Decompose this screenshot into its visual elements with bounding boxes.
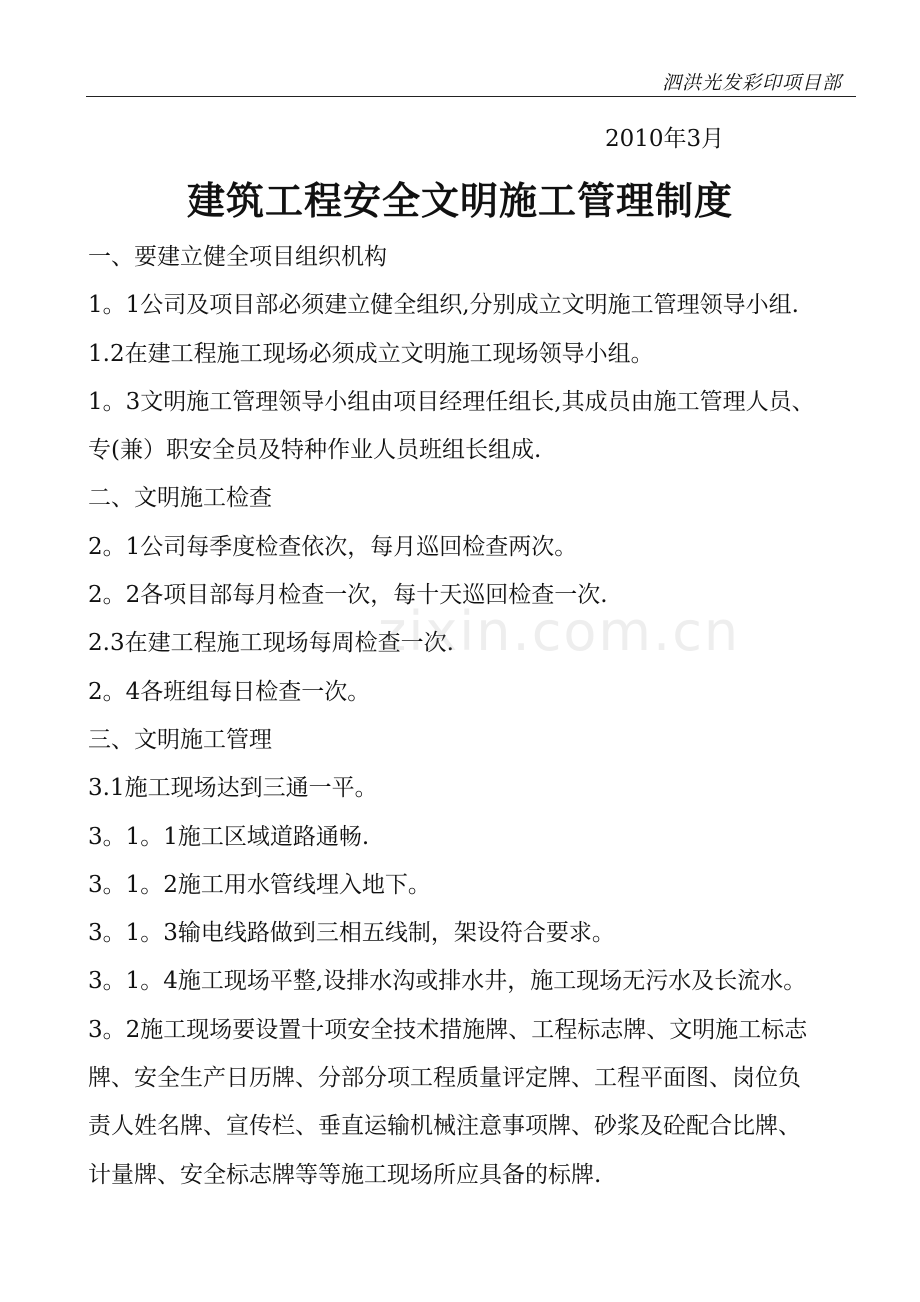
- body-line: 专(兼）职安全员及特种作业人员班组长组成.: [88, 437, 542, 464]
- body-line: 三、文明施工管理: [88, 726, 272, 753]
- header-project-name: 泗洪光发彩印项目部: [661, 72, 842, 94]
- document-date: 2010年3月: [605, 126, 725, 152]
- body-line: 2。4各班组每日检查一次。: [88, 678, 371, 705]
- body-line: 1。3文明施工管理领导小组由项目经理任组长,其成员由施工管理人员、: [88, 388, 815, 415]
- body-line: 3.1施工现场达到三通一平。: [88, 775, 378, 802]
- body-line: 2。1公司每季度检查依次，每月巡回检查两次。: [88, 533, 578, 560]
- body-line: 1.2在建工程施工现场必须成立文明施工现场领导小组。: [88, 340, 654, 367]
- body-line: 1。1公司及项目部必须建立健全组织,分别成立文明施工管理领导小组.: [88, 292, 799, 319]
- watermark: zixin.com.cn: [378, 600, 741, 663]
- body-line: 计量牌、安全标志牌等等施工现场所应具备的标牌.: [88, 1161, 602, 1188]
- body-line: 牌、安全生产日历牌、分部分项工程质量评定牌、工程平面图、岗位负: [88, 1065, 801, 1092]
- body-line: 责人姓名牌、宣传栏、垂直运输机械注意事项牌、砂浆及砼配合比牌、: [88, 1113, 801, 1140]
- body-line: 3。1。4施工现场平整,设排水沟或排水井，施工现场无污水及长流水。: [88, 968, 807, 995]
- body-line: 3。1。1施工区域道路通畅.: [88, 823, 370, 850]
- body-line: 一、要建立健全项目组织机构: [88, 244, 387, 270]
- body-line: 二、文明施工检查: [88, 485, 272, 512]
- body-line: 2。2各项目部每月检查一次，每十天巡回检查一次.: [88, 582, 608, 609]
- body-line: 2.3在建工程施工现场每周检查一次.: [88, 630, 454, 657]
- body-line: 3。1。2施工用水管线埋入地下。: [88, 871, 431, 898]
- document-body: [88, 233, 868, 1199]
- body-line: 3。2施工现场要设置十项安全技术措施牌、工程标志牌、文明施工标志: [88, 1016, 808, 1043]
- page-header: [86, 62, 856, 97]
- document-title: 建筑工程安全文明施工管理制度: [186, 179, 733, 223]
- body-line: 3。1。3输电线路做到三相五线制，架设符合要求。: [88, 920, 615, 947]
